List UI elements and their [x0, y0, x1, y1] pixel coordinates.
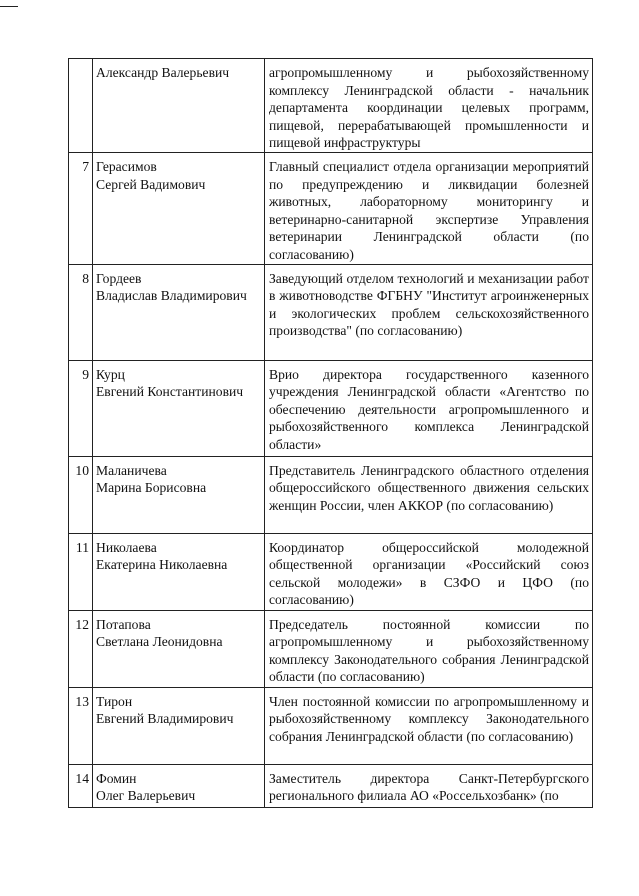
member-given-names: Евгений Владимирович: [96, 711, 234, 727]
table-row: [69, 264, 593, 360]
member-name: [93, 687, 265, 764]
table-row: [69, 152, 593, 264]
table-row: [69, 59, 593, 153]
row-number: 10: [69, 456, 93, 533]
row-number: 12: [69, 610, 93, 687]
member-name: [93, 764, 265, 807]
row-number: 14: [69, 764, 93, 807]
member-role: Председатель постоянной комиссии по агропромышленному и рыбохозяйственному комплексу Законодательного собрания Ленинградской области (по согласованию): [265, 610, 593, 687]
member-role: Заместитель директора Санкт-Петербургского регионального филиала АО «Россельхозбанк» (по: [265, 764, 593, 807]
member-role: Координатор общероссийской молодежной общественной организации «Российский союз сельской молодежи» в СЗФО и ЦФО (по согласованию): [265, 533, 593, 610]
member-name: [93, 610, 265, 687]
member-surname: Николаева: [96, 539, 157, 555]
member-role: Врио директора государственного казенного учреждения Ленинградской области «Агентство по обеспечению деятельности агропромышленного и рыбохозяйственного комплекса Ленинградской области»: [265, 360, 593, 456]
row-number: 11: [69, 533, 93, 610]
member-name: [93, 264, 265, 360]
corner-mark: [0, 6, 18, 7]
member-given-names: Марина Борисовна: [96, 480, 207, 496]
member-role: Член постоянной комиссии по агропромышленному и рыбохозяйственному комплексу Законодательного собрания Ленинградской области (по согласованию): [265, 687, 593, 764]
table-row: [69, 687, 593, 764]
table-row: [69, 456, 593, 533]
member-role: агропромышленному и рыбохозяйственному комплексу Ленинградской области - начальник департамента координации целевых программ, пищевой, перерабатывающей промышленности и пищевой инфраструктуры: [265, 59, 593, 153]
member-surname: Тирон: [96, 693, 133, 709]
members-table: [68, 58, 593, 808]
member-name: [93, 152, 265, 264]
member-surname: Герасимов: [96, 158, 157, 174]
row-number: 13: [69, 687, 93, 764]
table-row: [69, 610, 593, 687]
member-name-line: Александр Валерьевич: [96, 65, 230, 80]
member-name: [93, 456, 265, 533]
member-surname: Курц: [96, 366, 125, 382]
member-name: [93, 360, 265, 456]
member-role: Главный специалист отдела организации мероприятий по предупреждению и ликвидации болезней животных, лабораторному мониторингу и ветеринарно-санитарной экспертизе Управления ветеринарии Ленинградской области (по согласованию): [265, 152, 593, 264]
member-role: Заведующий отделом технологий и механизации работ в животноводстве ФГБНУ "Институт агроинженерных и экологических проблем сельскохозяйственного производства" (по согласованию): [265, 264, 593, 360]
member-name: [93, 59, 265, 153]
member-given-names: Олег Валерьевич: [96, 788, 196, 804]
member-given-names: Евгений Константинович: [96, 384, 244, 400]
member-surname: Потапова: [96, 616, 151, 632]
table-row: [69, 533, 593, 610]
table-row: [69, 764, 593, 807]
row-number: 9: [69, 360, 93, 456]
member-given-names: Сергей Вадимович: [96, 176, 206, 192]
member-name: [93, 533, 265, 610]
table-row: [69, 360, 593, 456]
member-given-names: Владислав Владимирович: [96, 288, 247, 304]
member-surname: Маланичева: [96, 462, 167, 478]
row-number: 7: [69, 152, 93, 264]
row-number: 8: [69, 264, 93, 360]
member-surname: Гордеев: [96, 270, 142, 286]
member-role: Представитель Ленинградского областного отделения общероссийского общественного движения сельских женщин России, член АККОР (по согласованию): [265, 456, 593, 533]
row-number: [69, 59, 93, 153]
member-given-names: Екатерина Николаевна: [96, 557, 228, 573]
member-given-names: Светлана Леонидовна: [96, 634, 223, 650]
member-surname: Фомин: [96, 770, 137, 786]
